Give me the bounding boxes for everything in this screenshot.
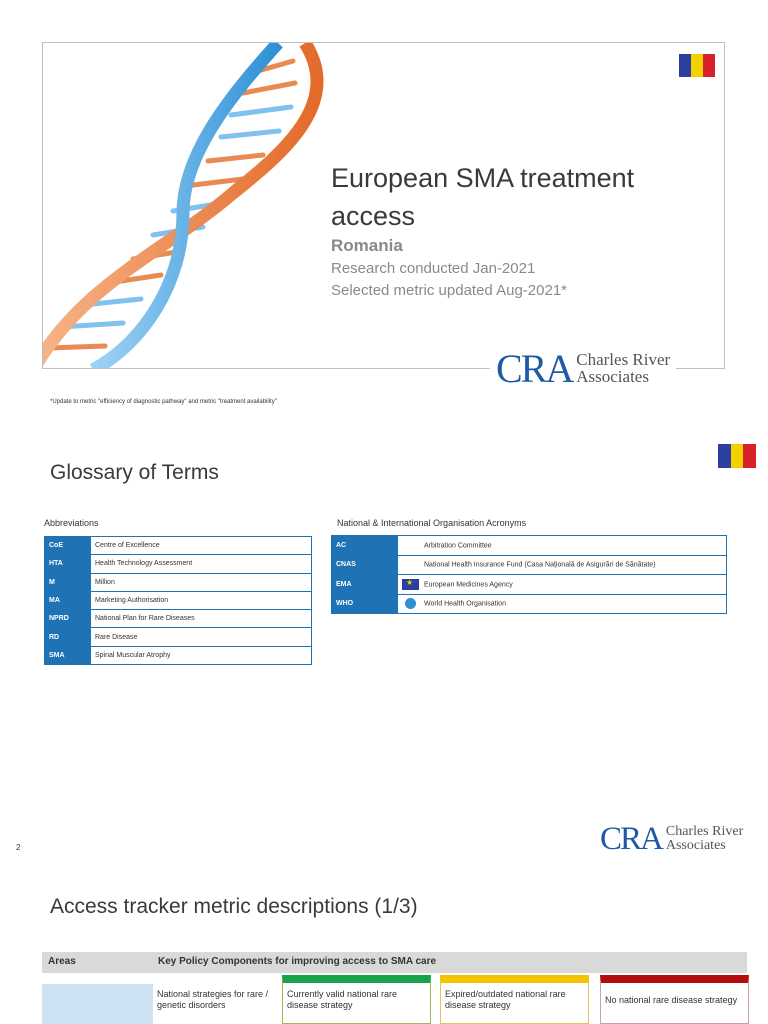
cra-logo <box>490 345 676 391</box>
romania-flag-icon <box>402 559 419 570</box>
org-key: AC <box>332 536 398 556</box>
cra-logo-line2: Associates <box>665 838 726 853</box>
red-status-text: No national rare disease strategy <box>605 995 738 1005</box>
org-value: National Health Insurance Fund (Casa Națională de Asigurări de Sănătate) <box>424 561 656 569</box>
table-row <box>45 646 312 664</box>
cover-slide <box>42 42 725 369</box>
cover-divider-right <box>686 368 725 369</box>
cra-logo-line2: Associates <box>576 367 649 386</box>
abbr-value: Spinal Muscular Atrophy <box>91 646 312 664</box>
org-value: European Medicines Agency <box>424 581 513 589</box>
cover-country: Romania <box>331 236 403 255</box>
eu-flag-icon <box>402 579 419 590</box>
abbr-value: Centre of Excellence <box>91 537 312 555</box>
org-value: World Health Organisation <box>424 600 506 608</box>
table-row <box>45 537 312 555</box>
organisations-label: National & International Organisation Acronyms <box>337 518 527 528</box>
abbr-value: National Plan for Rare Diseases <box>91 610 312 628</box>
header-areas: Areas <box>48 956 76 967</box>
org-value: Arbitration Committee <box>424 542 492 550</box>
table-row <box>332 555 727 575</box>
green-status-text: Currently valid national rare disease strategy <box>287 989 398 1010</box>
cra-logo <box>600 822 743 856</box>
green-status-cell <box>282 975 431 1024</box>
org-value-cell <box>398 575 727 595</box>
cra-logo-line1: Charles River <box>576 350 671 369</box>
cra-logo-text <box>576 351 670 385</box>
table-row <box>45 591 312 609</box>
abbreviations-label: Abbreviations <box>44 518 99 528</box>
abbr-value: Health Technology Assessment <box>91 555 312 573</box>
cover-footnote: *Update to metric "efficiency of diagnostic pathway" and metric "treatment availability" <box>50 399 277 405</box>
romania-flag-icon <box>402 540 419 551</box>
header-key-policy-components: Key Policy Components for improving access to SMA care <box>158 956 437 967</box>
tracker-title: Access tracker metric descriptions (1/3) <box>50 895 418 918</box>
table-row <box>45 628 312 646</box>
abbr-key: SMA <box>45 646 91 664</box>
cover-research-date: Research conducted Jan-2021 <box>331 260 536 277</box>
table-row <box>45 573 312 591</box>
red-status-cell <box>600 975 749 1024</box>
abbr-value: Marketing Authorisation <box>91 591 312 609</box>
abbr-key: HTA <box>45 555 91 573</box>
area-cell <box>42 984 153 1024</box>
abbr-key: M <box>45 573 91 591</box>
cover-divider <box>42 368 490 369</box>
table-row <box>332 575 727 595</box>
abbr-key: CoE <box>45 537 91 555</box>
table-row <box>45 610 312 628</box>
policy-component-cell <box>153 975 282 1024</box>
abbr-value: Rare Disease <box>91 628 312 646</box>
policy-component-text: National strategies for rare / genetic disorders <box>157 989 269 1010</box>
cra-logo-text <box>666 825 743 853</box>
cra-logo-mark: CRA <box>496 345 573 391</box>
org-value-cell <box>398 555 727 575</box>
organisations-table <box>331 535 727 614</box>
glossary-title: Glossary of Terms <box>50 461 219 484</box>
table-row <box>332 536 727 556</box>
org-value-cell <box>398 536 727 556</box>
abbr-key: RD <box>45 628 91 646</box>
table-row <box>332 594 727 614</box>
org-key: EMA <box>332 575 398 595</box>
who-globe-icon <box>405 598 416 609</box>
cover-title: European SMA treatment access <box>331 163 635 231</box>
table-row <box>45 555 312 573</box>
abbreviations-table <box>44 536 312 665</box>
cover-update-date: Selected metric updated Aug-2021* <box>331 282 567 299</box>
org-key: WHO <box>332 594 398 614</box>
page-number: 2 <box>16 843 21 852</box>
romania-flag-icon <box>679 54 715 77</box>
org-value-cell <box>398 594 727 614</box>
abbr-key: NPRD <box>45 610 91 628</box>
yellow-status-cell <box>440 975 589 1024</box>
yellow-status-text: Expired/outdated national rare disease strategy <box>445 989 566 1010</box>
abbr-key: MA <box>45 591 91 609</box>
org-key: CNAS <box>332 555 398 575</box>
abbr-value: Million <box>91 573 312 591</box>
romania-flag-icon <box>718 444 756 468</box>
cra-logo-line1: Charles River <box>665 824 744 839</box>
dna-helix-image <box>43 43 343 369</box>
cra-logo-mark: CRA <box>600 820 662 857</box>
